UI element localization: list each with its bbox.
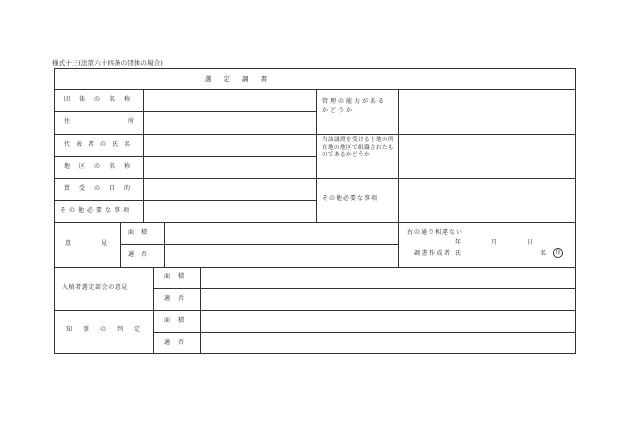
label-group-name: 団体の名称 — [64, 96, 140, 103]
declaration-text: 右の通り相違ない — [407, 229, 464, 236]
label-region-name: 地区の名称 — [64, 163, 140, 170]
label-opinion-suitability: 適否 — [128, 251, 155, 258]
label-governor: 知事の判定 — [66, 326, 152, 333]
label-management-ability: 管理の能力があるかどうか — [322, 98, 387, 115]
frame-bottom — [54, 353, 576, 354]
document-title: 選定調書 — [205, 75, 279, 83]
name-suffix: 名 — [540, 250, 547, 257]
surveyor-label: 調書作成者 氏 — [414, 250, 463, 257]
date-line: 年 月 日 — [455, 239, 547, 246]
form-header: 様式十三(法第六十四条の団体の場合) — [52, 59, 163, 67]
label-sale-purpose: 買受の目的 — [64, 185, 140, 192]
input-group-name[interactable] — [144, 90, 316, 111]
input-suitable-group[interactable] — [399, 135, 575, 178]
input-rep-name[interactable] — [144, 135, 316, 156]
input-other-matters[interactable] — [144, 201, 316, 222]
input-sale-purpose[interactable] — [144, 179, 316, 200]
label-other-matters: その他必要な事項 — [60, 207, 133, 214]
label-rep-name: 代表者の氏名 — [64, 141, 137, 148]
label-address: 住所 — [64, 118, 193, 125]
input-region-name[interactable] — [144, 157, 316, 178]
input-governor-area[interactable] — [201, 311, 575, 332]
label-committee: 入植者選定部会の意見 — [62, 284, 129, 291]
input-opinion-suitability[interactable] — [165, 245, 398, 267]
label-governor-suitability: 適否 — [164, 339, 193, 346]
label-suitable-group: 当該譲渡を受ける土地の所在地の地区で組織されたものであるかどうか — [322, 137, 394, 159]
input-committee-suitability[interactable] — [201, 289, 575, 310]
label-opinion-area: 面積 — [128, 229, 155, 236]
input-address[interactable] — [144, 112, 316, 134]
label-committee-suitability: 適否 — [164, 295, 193, 302]
seal-mark: 印 — [553, 248, 563, 258]
input-governor-suitability[interactable] — [201, 333, 575, 353]
frame-right — [575, 68, 576, 354]
frame-top — [54, 68, 576, 69]
label-governor-area: 面積 — [164, 317, 193, 324]
input-opinion-area[interactable] — [165, 223, 398, 244]
label-committee-area: 面積 — [164, 273, 193, 280]
input-management-ability[interactable] — [399, 90, 575, 134]
label-opinion: 意見 — [65, 240, 138, 247]
label-right-other-matters: その他必要な事項 — [322, 195, 379, 202]
input-committee-area[interactable] — [201, 268, 575, 288]
input-right-other-matters[interactable] — [399, 179, 575, 222]
